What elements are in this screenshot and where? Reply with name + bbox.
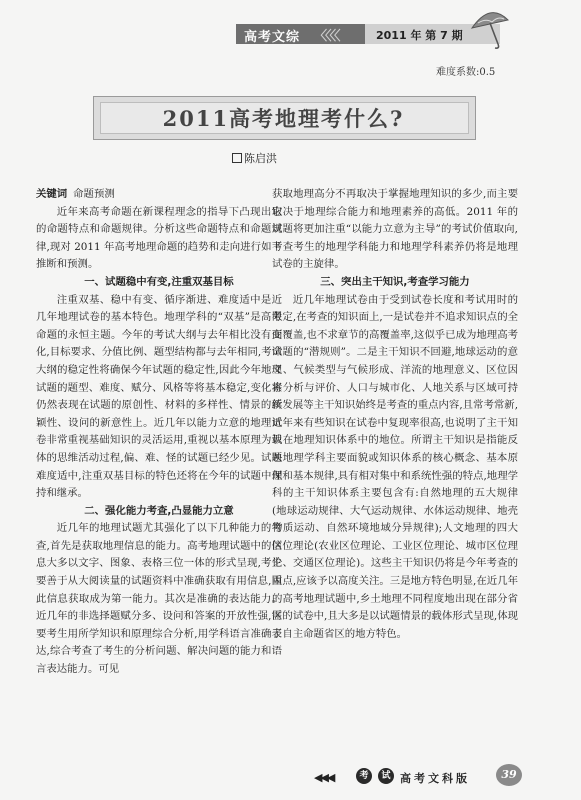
footer-circle-shi: 试 xyxy=(378,768,394,784)
difficulty-rating: 难度系数:0.5 xyxy=(436,67,496,78)
author-name: 陈启洪 xyxy=(244,152,277,165)
continuation-paragraph: 获取地理高分不再取决于掌握地理知识的多少,而主要取决于地理综合能力和地理素养的高低。2011 年的试题将更加注重“以能力立意为主导”的考试价值取向,考查考生的地理学科能力和地理学科素养仍将是地理试卷的主旋律。 xyxy=(272,188,518,271)
page-number: 39 xyxy=(496,764,522,786)
issue-label: 2011 年 第 7 期 xyxy=(376,29,463,42)
right-column xyxy=(272,186,518,643)
section-2-paragraph: 近几年的地理试题尤其强化了以下几种能力的考查,首先是获取地理信息的能力。高考地理试题中的信息大多以文字、图象、表格三位一体的形式呈现,考生要善于从大阅读量的试题资料中准确获取有用信息,因此信息获取成为第一能力。其次是准确的表达能力。近几年的非选择题赋分多、设问和答案的开放性强,需要考生用所学知识和原理综合分析,用学科语言准确表达,综合考查了考生的分析问题、解决问题的能力和语言表达能力。可见 xyxy=(36,522,282,676)
author-square-icon xyxy=(232,153,242,163)
keywords-label: 关键词 xyxy=(36,188,68,200)
article-title: 2011高考地理考什么? xyxy=(162,106,405,131)
keywords-value: 命题预测 xyxy=(73,188,115,200)
author-line xyxy=(232,150,277,166)
magazine-name: 高考文综 xyxy=(244,30,301,45)
section-heading-1: 一、试题稳中有变,注重双基目标 xyxy=(84,275,234,288)
keywords-line xyxy=(36,186,282,204)
header-arrows: 〈〈〈〈 xyxy=(314,29,339,44)
section-1-paragraph: 注重双基、稳中有变、循序渐进、难度适中是近几年地理试卷的基本特色。地理学科的“双基”是高考命题的永恒主题。今年的考试大纲与去年相比没有变化,目标要求、分值比例、题型结构都与去年相同,考试大纲的稳定性将确保今年试题的稳定性,因此今年地理试题的题型、难度、赋分、风格等将基本稳定,变化将仍然表现在试题的原创性、材料的多样性、情景的新颖性、设问的新意性上。近几年以能力立意的地理试卷非常重视基础知识的灵活运用,重视以基本原理为载体的思维活动过程,偏、难、怪的试题已经少见。试题难度适中,注重双基目标的特色还将在今年的试题中保持和继承。 xyxy=(36,293,282,500)
footer-circle-kao: 考 xyxy=(356,768,372,784)
section-heading-3: 三、突出主干知识,考查学习能力 xyxy=(320,275,470,288)
footer-arrows: ◀◀◀ xyxy=(314,771,334,784)
footer-edition: 高考文科版 xyxy=(400,772,470,785)
section-3-paragraph: 近几年地理试卷由于受到试卷长度和考试用时的限定,在考查的知识面上,一是试卷并不追求知识点的全面覆盖,也不求章节的高覆盖率,这似乎已成为地理高考命题的“潜规则”。二是主干知识不回避,地球运动的意义、气候类型与气候形成、洋流的地理意义、区位因素分析与评价、人口与城市化、人地关系与区域可持续发展等主干知识始终是考查的重点内容,且常考常新,近年来有些知识在试卷中复现率很高,也说明了主干知识在地理知识体系中的地位。所谓主干知识是指能反映地理学科主要面貌或知识体系的核心概念、基本原理和基本规律,具有相对集中和系统性强的特点,地理学科的主干知识体系主要包含有:自然地理的五大规律(地球运动规律、大气运动规律、水体运动规律、地壳物质运动、自然环境地域分异规律);人文地理的四大区位理论(农业区位理论、工业区位理论、城市区位理论、交通区位理论)。这些主干知识仍将是今年考查的重点,应该予以高度关注。三是地方特色明显,在近几年的高考地理试题中,乡土地理不同程度地出现在部分省区的试卷中,且大多是以试题情景的载体形式呈现,体现了自主命题省区的地方特色。 xyxy=(272,293,518,640)
left-column xyxy=(36,186,282,679)
intro-paragraph: 近年来高考命题在新课程理念的指导下凸现出它的命题特点和命题规律。分析这些命题特点和命题规律,现对 2011 年高考地理命题的趋势和走向进行如下推断和预测。 xyxy=(36,205,282,271)
section-heading-2: 二、强化能力考查,凸显能力立意 xyxy=(84,504,234,517)
umbrella-icon xyxy=(468,6,512,50)
